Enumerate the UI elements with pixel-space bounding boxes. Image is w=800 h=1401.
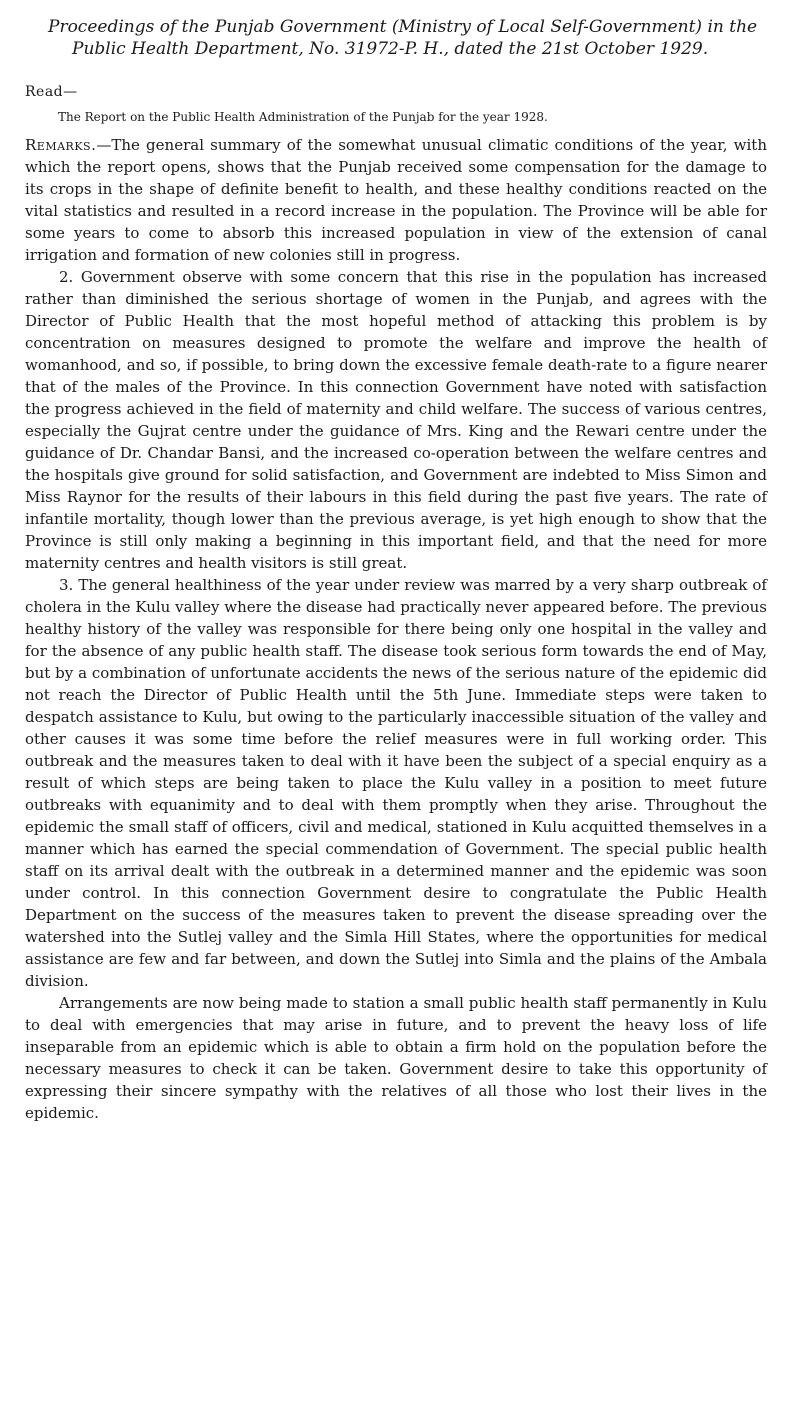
document-title: Proceedings of the Punjab Government (Ministry of Local Self-Government) in the Public Health Department, No. 31972-P. H., dated the 21st October 1929. (48, 17, 758, 59)
paragraph-1 (25, 134, 767, 266)
paragraph-3: 3. The general healthiness of the year under review was marred by a very sharp outbreak of cholera in the Kulu valley where the disease had practically never appeared before. The previous healthy history of the valley was responsible for there being only one hospital in the valley and for the absence of any public health staff. The disease took serious form towards the end of May, but by a combination of unfortunate accidents the news of the serious nature of the epidemic did not reach the Director of Public Health until the 5th June. Immediate steps were taken to despatch assistance to Kulu, but owing to the particularly inaccessible situation of the valley and other causes it was some time before the relief measures were in full working order. This outbreak and the measures taken to deal with it have been the subject of a special enquiry as a result of which steps are being taken to place the Kulu valley in a position to meet future outbreaks with equanimity and to deal with them promptly when they arise. Throughout the epidemic the small staff of officers, civil and medical, stationed in Kulu acquitted themselves in a manner which has earned the special commendation of Government. The special public health staff on its arrival dealt with the outbreak in a determined manner and the epidemic was soon under control. In this connection Government desire to congratulate the Public Health Department on the success of the measures taken to prevent the disease spreading over the watershed into the Sutlej valley and the Simla Hill States, where the opportunities for medical assistance are few and far between, and down the Sutlej into Simla and the plains of the Ambala division. (25, 576, 767, 990)
read-label: Read— (25, 84, 78, 100)
paragraph-4: Arrangements are now being made to station a small public health staff permanently in Kulu to deal with emergencies that may arise in future, and to prevent the heavy loss of life inseparable from an epidemic which is able to obtain a firm hold on the population before the necessary measures to check it can be taken. Government desire to take this opportunity of expressing their sincere sympathy with the relatives of all those who lost their lives in the epidemic. (25, 994, 767, 1122)
remarks-body (25, 134, 767, 1124)
paragraph-1-text: —The general summary of the somewhat unusual climatic conditions of the year, with which the report opens, shows that the Punjab received some compensation for the damage to its crops in the shape of definite benefit to health, and these healthy conditions reacted on the vital statistics and resulted in a record increase in the population. The Province will be able for some years to come to absorb this increased population in view of the extension of canal irrigation and formation of new colonies still in progress. (25, 136, 767, 264)
remarks-label: Remarks. (25, 136, 97, 154)
report-reference: The Report on the Public Health Administration of the Punjab for the year 1928. (58, 110, 548, 124)
paragraph-2: 2. Government observe with some concern that this rise in the population has increased rather than diminished the serious shortage of women in the Punjab, and agrees with the Director of Public Health that the most hopeful method of attacking this problem is by concentration on measures designed to promote the welfare and improve the health of womanhood, and so, if possible, to bring down the excessive female death-rate to a figure nearer that of the males of the Province. In this connection Government have noted with satisfaction the progress achieved in the field of maternity and child welfare. The success of various centres, especially the Gujrat centre under the guidance of Mrs. King and the Rewari centre under the guidance of Dr. Chandar Bansi, and the increased co-operation between the welfare centres and the hospitals give ground for solid satisfaction, and Government are indebted to Miss Simon and Miss Raynor for the results of their labours in this field during the past five years. The rate of infantile mortality, though lower than the previous average, is yet high enough to show that the Province is still only making a beginning in this important field, and that the need for more maternity centres and health visitors is still great. (25, 268, 767, 572)
